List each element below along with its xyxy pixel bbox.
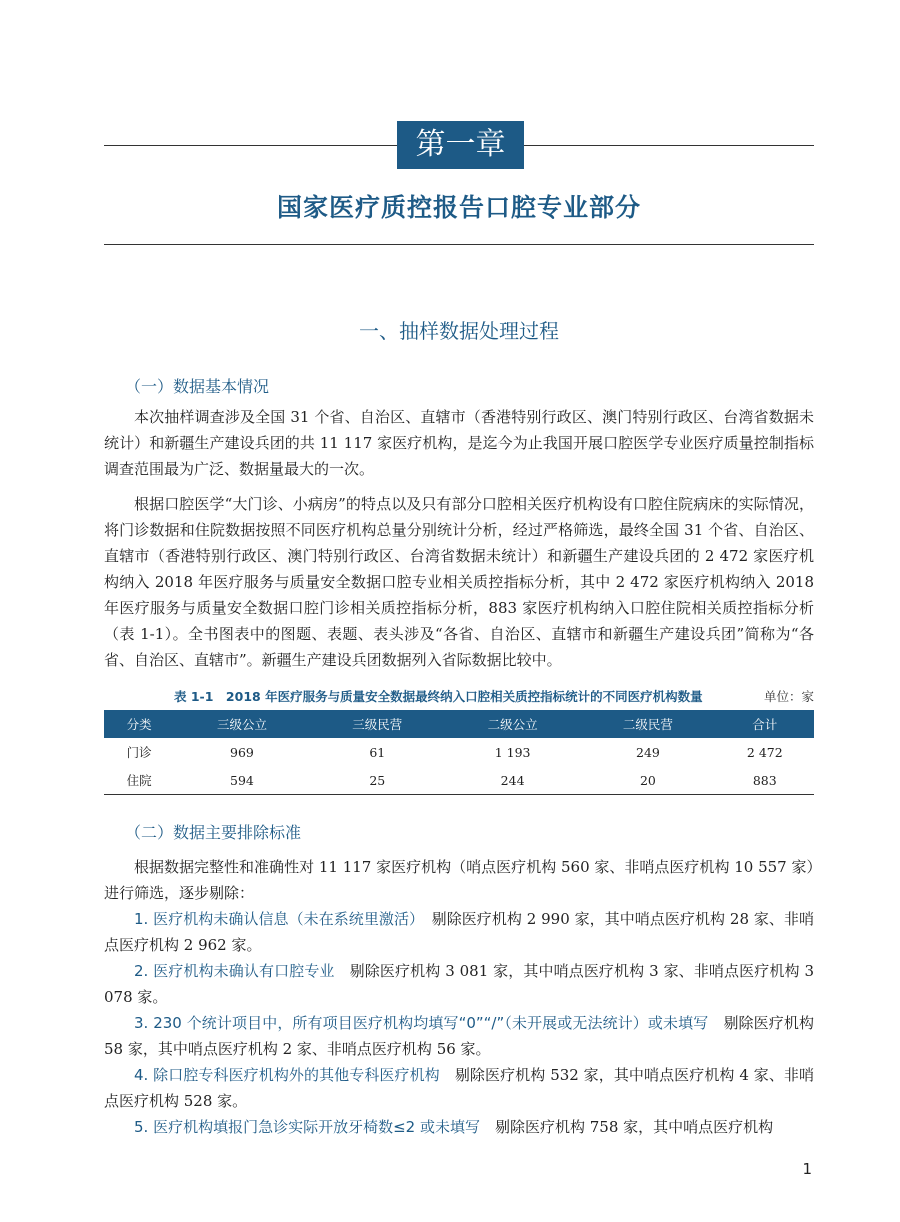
table-cell: 1 193	[494, 744, 531, 760]
table-caption-text: 表 1-1 2018 年医疗服务与质量安全数据最终纳入口腔相关质控指标统计的不同医疗机构数量	[174, 689, 703, 704]
table-row	[104, 738, 814, 766]
item-heading: 医疗机构未确认信息（未在系统里激活）	[153, 910, 417, 928]
item-body: 剔除医疗机构 532 家，其中哨点医疗机构 4 家、非哨点医疗机构 528 家。	[104, 1066, 814, 1110]
paragraph-2: 根据口腔医学“大门诊、小病房”的特点以及只有部分口腔相关医疗机构设有口腔住院病床的实际情况，将门诊数据和住院数据按照不同医疗机构总量分别统计分析，经过严格筛选，最终全国 31 个省、自治区、直辖市（香港特别行政区、澳门特别行政区、台湾省数据未统计）和新疆生产建设兵团的 2 472 家医疗机构纳入 2018 年医疗服务与质量安全数据口腔专业相关质控指标分析，其中 2 472 家医疗机构纳入 2018 年医疗服务与质量安全数据口腔门诊相关质控指标分析，883 家医疗机构纳入口腔住院相关质控指标分析（表 1-1）。全书图表中的图题、表题、表头涉及“各省、自治区、直辖市和新疆生产建设兵团”简称为“各省、自治区、直辖市”。新疆生产建设兵团数据列入省际数据比较中。	[104, 495, 814, 669]
item-body: 剔除医疗机构 2 990 家，其中哨点医疗机构 28 家、非哨点医疗机构 2 962 家。	[104, 910, 814, 954]
item-number: 4.	[134, 1066, 149, 1084]
item-number: 3.	[134, 1014, 149, 1032]
exclusion-item-4	[104, 1062, 814, 1114]
item-body: 剔除医疗机构 58 家，其中哨点医疗机构 2 家、非哨点医疗机构 56 家。	[104, 1014, 814, 1058]
page-number: 1	[802, 1160, 812, 1178]
header-tier3-private: 三级民营	[310, 710, 445, 738]
item-heading: 医疗机构填报门急诊实际开放牙椅数≤2 或未填写	[153, 1118, 480, 1136]
header-tier2-public: 二级公立	[445, 710, 580, 738]
table-cell: 969	[230, 744, 254, 760]
item-number: 2.	[134, 962, 149, 980]
header-tier3-public: 三级公立	[174, 710, 309, 738]
table-cell: 2 472	[746, 744, 783, 760]
item-number: 5.	[134, 1118, 149, 1136]
table-cell: 244	[445, 766, 580, 795]
paragraph-1: 本次抽样调查涉及全国 31 个省、自治区、直辖市（香港特别行政区、澳门特别行政区、台湾省数据未统计）和新疆生产建设兵团的共 11 117 家医疗机构，是迄今为止我国开展口腔医学专业医疗质量控制指标调查范围最为广泛、数据量最大的一次。	[104, 408, 814, 478]
item-body: 剔除医疗机构 3 081 家，其中哨点医疗机构 3 家、非哨点医疗机构 3 078 家。	[104, 962, 814, 1006]
data-table	[104, 710, 814, 795]
table-header-row	[104, 710, 814, 738]
chapter-title: 国家医疗质控报告口腔专业部分	[276, 193, 641, 222]
item-number: 1.	[134, 910, 149, 928]
table-cell: 61	[369, 744, 386, 760]
header-total: 合计	[716, 710, 814, 738]
chapter-bottom-rule	[104, 244, 814, 245]
chapter-label: 第一章	[397, 121, 524, 169]
item-heading: 医疗机构未确认有口腔专业	[153, 962, 335, 980]
subsection-title-basic: （一）数据基本情况	[125, 377, 270, 396]
table-cell: 249	[636, 744, 660, 760]
header-category: 分类	[104, 710, 174, 738]
exclusion-intro: 根据数据完整性和准确性对 11 117 家医疗机构（哨点医疗机构 560 家、非哨点医疗机构 10 557 家）进行筛选，逐步剔除：	[104, 858, 814, 902]
item-heading: 除口腔专科医疗机构外的其他专科医疗机构	[153, 1066, 440, 1084]
item-heading: 230 个统计项目中，所有项目医疗机构均填写“0”“/”（未开展或无法统计）或未填写	[153, 1014, 709, 1032]
table-row	[104, 766, 814, 795]
table-cell: 住院	[104, 766, 174, 795]
table-cell: 20	[580, 766, 715, 795]
exclusion-item-5	[104, 1114, 814, 1140]
section-title: 一、抽样数据处理过程	[359, 319, 559, 343]
subsection-title-exclusion: （二）数据主要排除标准	[125, 823, 302, 842]
table-unit: 单位：家	[763, 689, 814, 704]
table-caption	[104, 687, 814, 707]
item-body: 剔除医疗机构 758 家，其中哨点医疗机构	[495, 1118, 774, 1136]
table-cell: 25	[310, 766, 445, 795]
exclusion-item-3	[104, 1010, 814, 1062]
exclusion-item-2	[104, 958, 814, 1010]
table-cell: 594	[174, 766, 309, 795]
table-cell: 门诊	[126, 745, 152, 760]
header-tier2-private: 二级民营	[580, 710, 715, 738]
exclusion-item-1	[104, 906, 814, 958]
table-cell: 883	[716, 766, 814, 795]
